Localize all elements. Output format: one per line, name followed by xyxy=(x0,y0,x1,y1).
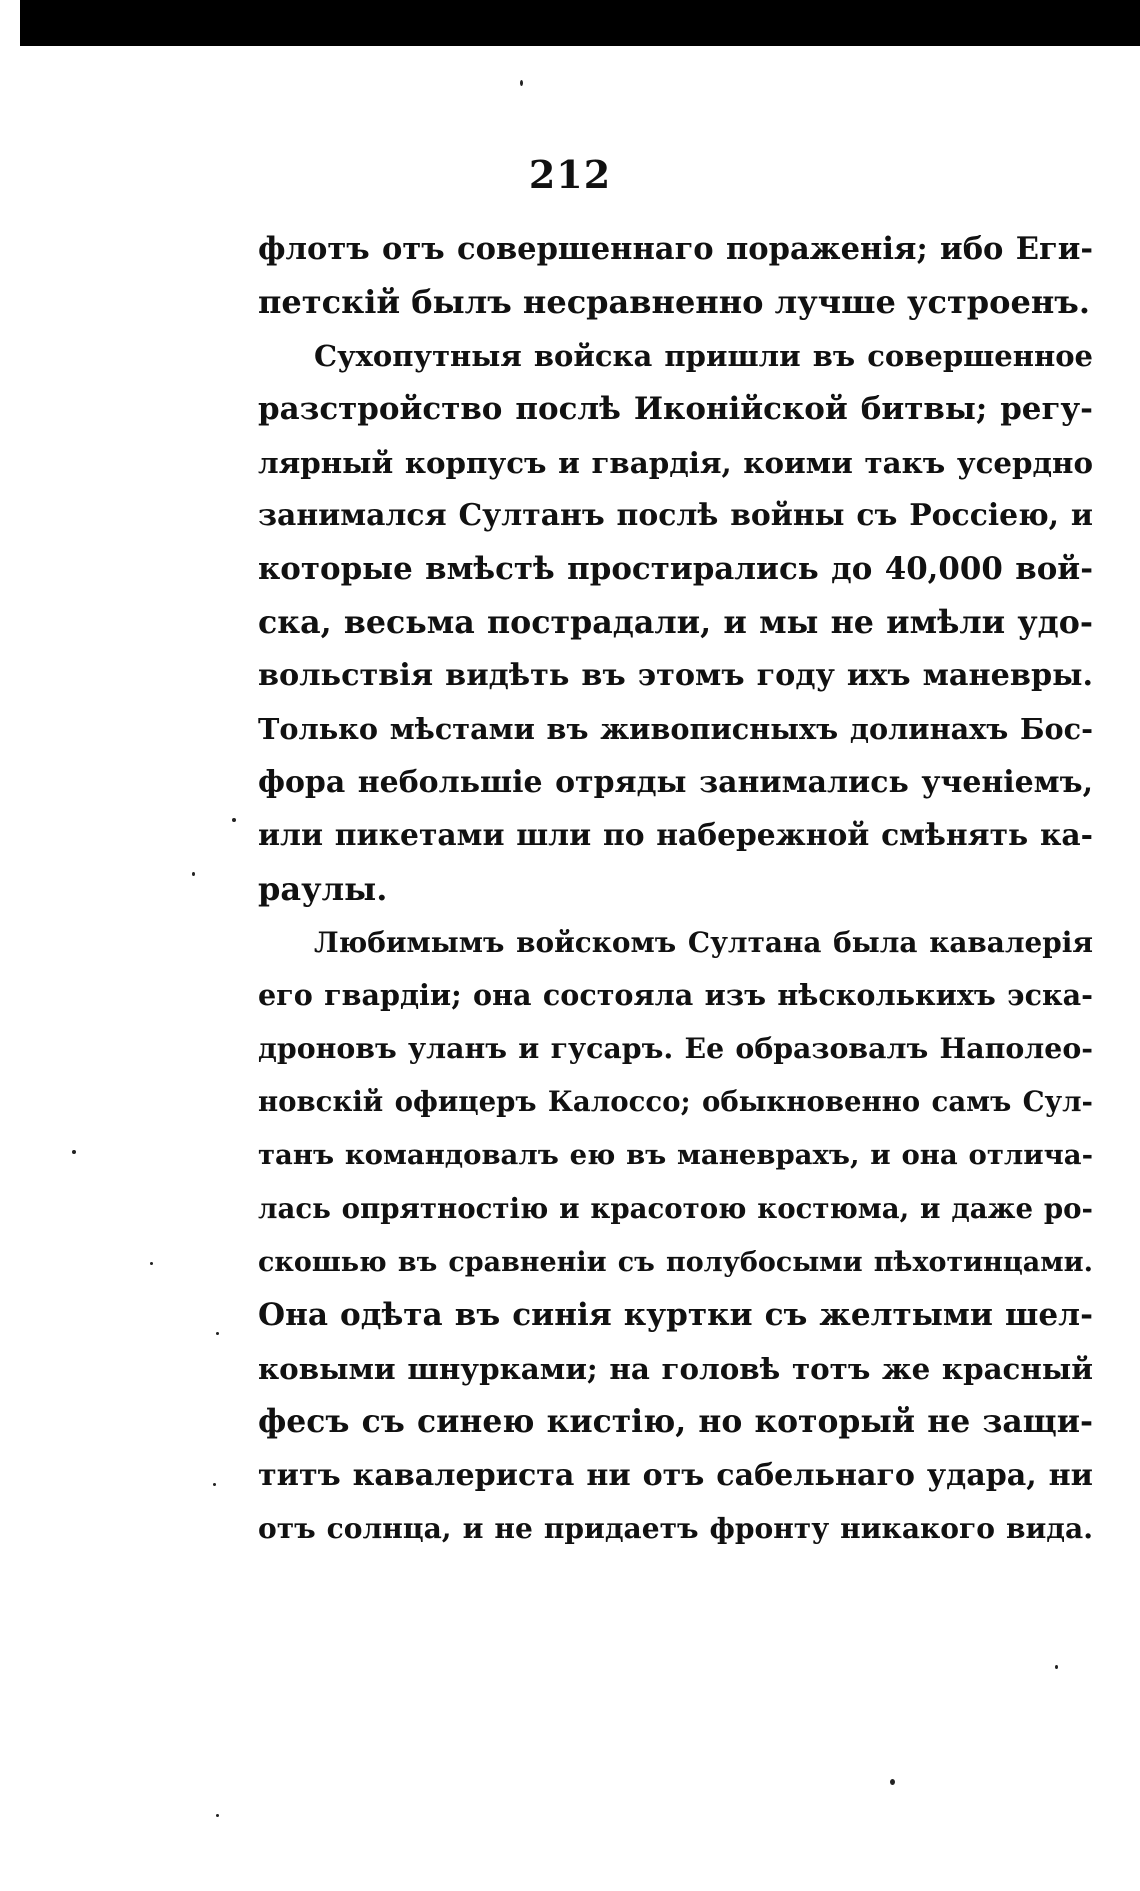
text-line: танъ командовалъ ею въ маневрахъ, и она отлича- xyxy=(258,1139,1093,1172)
text-line: флотъ отъ совершеннаго пораженія; ибо Еги- xyxy=(258,231,1093,267)
text-line: его гвардіи; она состояла изъ нѣсколькихъ эска- xyxy=(258,978,1093,1013)
text-line: занимался Султанъ послѣ войны съ Россіею, и xyxy=(258,498,1093,534)
text-line: петскій былъ несравненно лучше устроенъ. xyxy=(258,283,1090,322)
text-line: раулы. xyxy=(258,869,388,908)
scan-top-edge xyxy=(20,0,1140,46)
scan-speck xyxy=(520,80,523,86)
page-number: 212 xyxy=(528,152,612,197)
text-line: лась опрятностію и красотою костюма, и даже ро- xyxy=(258,1192,1093,1226)
scan-speck xyxy=(216,1332,219,1335)
scan-speck xyxy=(1055,1665,1058,1669)
text-line: лярный корпусъ и гвардія, коими такъ усердно xyxy=(258,445,1093,481)
text-line: вольствія видѣть въ этомъ году ихъ маневры. xyxy=(258,658,1093,694)
text-line: или пикетами шли по набережной смѣнять ка- xyxy=(258,818,1093,854)
text-line: фесъ съ синею кистію, но который не защи- xyxy=(258,1403,1093,1440)
paragraph-start-line: Сухопутныя войска пришли въ совершенное xyxy=(314,338,1093,373)
text-line: ска, весьма пострадали, и мы не имѣли удо- xyxy=(258,604,1093,642)
scan-speck xyxy=(72,1150,76,1154)
scan-speck xyxy=(192,872,195,876)
text-line: разстройство послѣ Иконійской битвы; регу- xyxy=(258,390,1093,427)
scan-speck xyxy=(213,1483,216,1486)
text-line: скошью въ сравненіи съ полубосыми пѣхотинцами. xyxy=(258,1246,1093,1278)
text-line: которые вмѣстѣ простирались до 40,000 вой- xyxy=(258,550,1093,587)
scan-speck xyxy=(150,1262,153,1265)
scan-speck xyxy=(890,1779,895,1785)
text-line: фора небольшіе отряды занимались ученіемъ, xyxy=(258,764,1093,800)
scan-speck xyxy=(216,1814,219,1817)
text-line: ковыми шнурками; на головѣ тотъ же красный xyxy=(258,1351,1093,1387)
text-line: дроновъ уланъ и гусаръ. Ее образовалъ Наполео- xyxy=(258,1031,1093,1066)
text-line: титъ кавалериста ни отъ сабельнаго удара, ни xyxy=(258,1457,1093,1493)
text-line: Только мѣстами въ живописныхъ долинахъ Бос- xyxy=(258,711,1093,746)
body-text xyxy=(258,223,1093,1555)
text-line: новскій офицеръ Калоссо; обыкновенно самъ Сул- xyxy=(258,1085,1093,1118)
scan-speck xyxy=(232,818,236,822)
text-line: отъ солнца, и не придаетъ фронту никакого вида. xyxy=(258,1512,1093,1546)
paragraph-start-line: Любимымъ войскомъ Султана была кавалерія xyxy=(314,925,1093,959)
text-line: Она одѣта въ синія куртки съ желтыми шел- xyxy=(258,1296,1093,1333)
